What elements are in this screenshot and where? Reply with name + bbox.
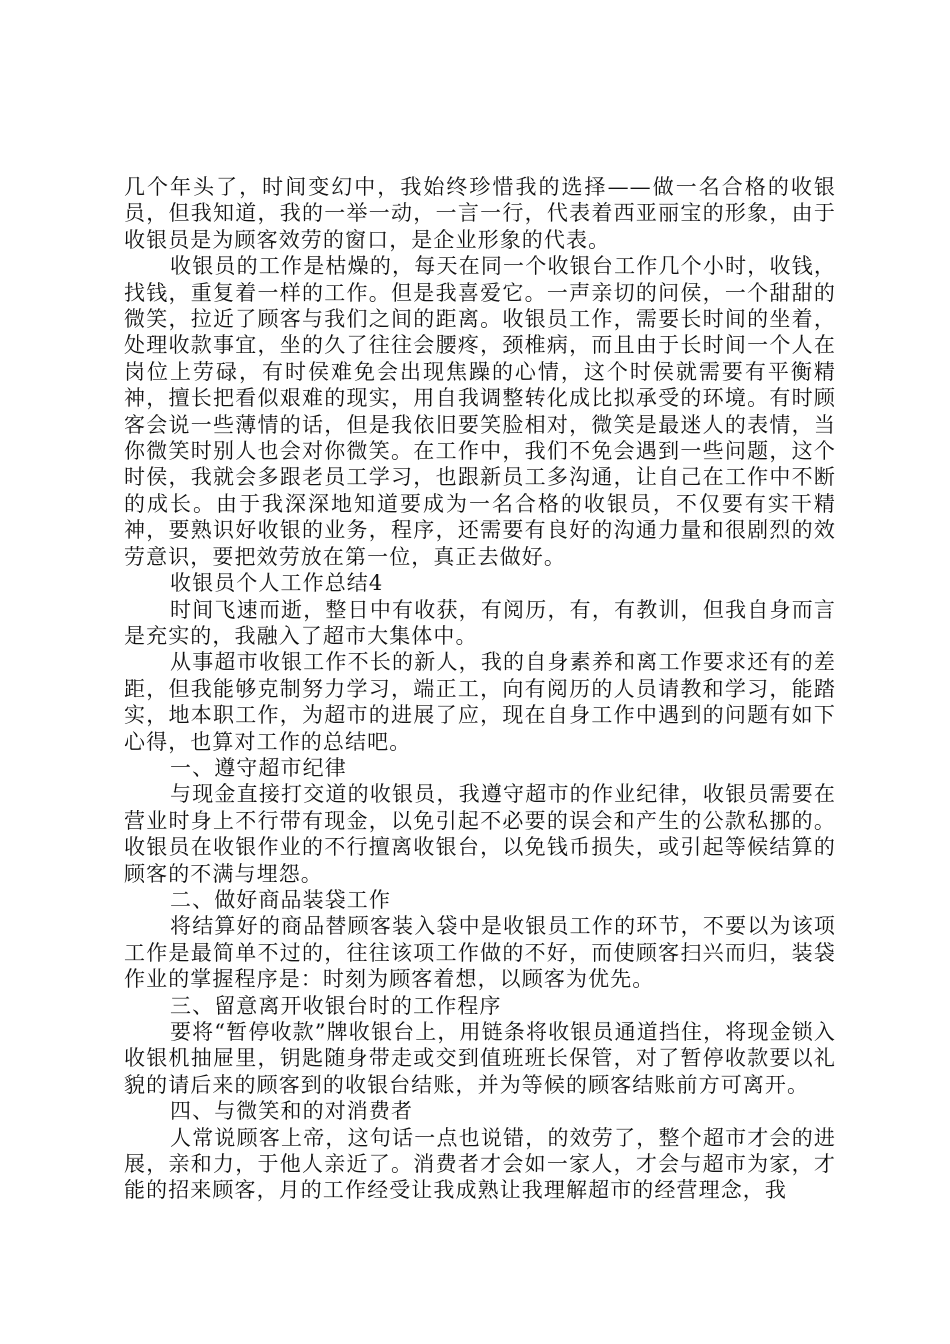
paragraph-smile: 人常说顾客上帝，这句话一点也说错，的效劳了，整个超市才会的进展，亲和力，于他人亲近了。消费者才会如一家人，才会与超市为家，才能的招来顾客，月的工作经受让我成熟让我理解超市的经营理念，我 [124,1125,836,1203]
heading-discipline: 一、遵守超市纪律 [170,755,347,780]
document-page [124,174,836,1204]
heading-leaving-counter: 三、留意离开收银台时的工作程序 [170,993,502,1018]
heading-smile: 四、与微笑和的对消费者 [170,1099,414,1124]
paragraph-cashier-work: 收银员的工作是枯燥的，每天在同一个收银台工作几个小时，收钱，找钱，重复着一样的工作。但是我喜爱它。一声亲切的问侯，一个甜甜的微笑，拉近了顾客与我们之间的距离。收银员工作，需要长时间的坐着，处理收款事宜，坐的久了往往会腰疼，颈椎病，而且由于长时间一个人在岗位上劳碌，有时侯难免会出现焦躁的心情，这个时侯就需要有平衡精神，擅长把看似艰难的现实，用自我调整转化成比拟承受的环境。有时顾客会说一些薄情的话，但是我依旧要笑脸相对，微笑是最迷人的表情，当你微笑时别人也会对你微笑。在工作中，我们不免会遇到一些问题，这个时侯，我就会多跟老员工学习，也跟新员工多沟通，让自己在工作中不断的成长。由于我深深地知道要成为一名合格的收银员，不仅要有实干精神，要熟识好收银的业务，程序，还需要有良好的沟通力量和很剧烈的效劳意识，要把效劳放在第一位，真正去做好。 [124,254,836,569]
paragraph-continuation: 几个年头了，时间变幻中，我始终珍惜我的选择——做一名合格的收银员，但我知道，我的一举一动，一言一行，代表着西亚丽宝的形象，由于收银员是为顾客效劳的窗口，是企业形象的代表。 [124,175,836,252]
paragraph-discipline: 与现金直接打交道的收银员，我遵守超市的作业纪律，收银员需要在营业时身上不行带有现金，以免引起不必要的误会和产生的公款私挪的。收银员在收银作业的不行擅离收银台，以免钱币损失，或引起等候结算的顾客的不满与埋怨。 [124,782,836,886]
heading-bagging: 二、做好商品装袋工作 [170,887,391,912]
paragraph-bagging: 将结算好的商品替顾客装入袋中是收银员工作的环节，不要以为该项工作是最简单不过的，往往该项工作做的不好，而使顾客扫兴而归，装袋作业的掌握程序是：时刻为顾客着想，以顾客为优先。 [124,914,836,992]
paragraph-newcomer: 从事超市收银工作不长的新人，我的自身素养和离工作要求还有的差距，但我能够克制努力学习，端正工，向有阅历的人员请教和学习，能踏实，地本职工作，为超市的进展了应，现在自身工作中遇到的问题有如下心得，也算对工作的总结吧。 [124,650,836,754]
paragraph-time-flies: 时间飞速而逝，整日中有收获，有阅历，有，有教训，但我自身而言是充实的，我融入了超市大集体中。 [124,597,836,648]
paragraph-leaving-counter: 要将“暂停收款”牌收银台上，用链条将收银员通道挡住，将现金锁入收银机抽屉里，钥匙随身带走或交到值班班长保管，对了暂停收款要以礼貌的请后来的顾客到的收银台结账，并为等候的顾客结账前方可离开。 [124,1020,836,1097]
section-title-summary-4: 收银员个人工作总结4 [170,571,384,596]
